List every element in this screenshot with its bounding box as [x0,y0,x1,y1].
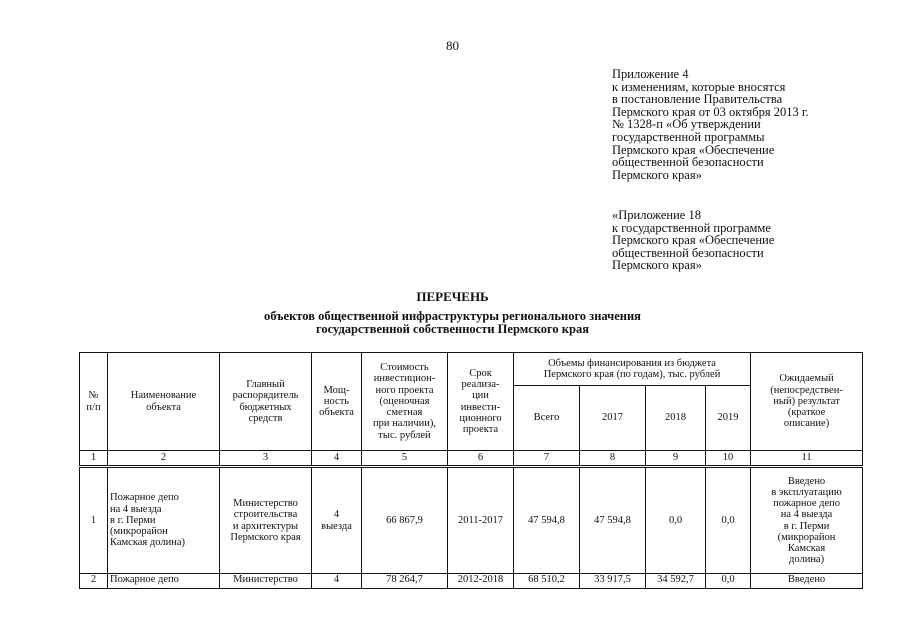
object-name [108,467,220,574]
text-line: тыс. рублей [378,429,431,441]
table-row [80,467,863,574]
text-line: инвестицион- [373,373,436,385]
text-line: бюджетных [239,401,292,413]
column-index: 9 [646,451,706,467]
column-index: 8 [580,451,646,467]
header-term [448,353,514,451]
text-line: Пермского края от 03 октября 2013 г. [612,104,809,119]
text-line: Объемы финансирования из бюджета [548,357,716,369]
text-line: п/п [86,401,101,413]
object-capacity [312,467,362,574]
text-line: государственной программы [612,129,765,144]
table-header-row [80,353,863,386]
text-line: в эксплуатацию [771,486,842,498]
expected-result: Введено [751,574,863,589]
text-line: государственной собственности Пермского края [316,322,589,336]
document-title: ПЕРЕЧЕНЬ [416,289,489,304]
text-line: Министерство [233,498,298,510]
text-line: Главный [246,379,285,391]
text-line: Приложение 4 [612,67,689,81]
text-line: Введено [787,475,826,487]
text-line: (микрорайон [110,526,168,538]
text-line: пожарное депо [773,498,841,510]
text-line: объектов общественной инфраструктуры регионального значения [264,309,641,323]
header-2018: 2018 [646,386,706,451]
funding-total: 47 594,8 [514,467,580,574]
text-line: Пермского края [230,531,301,543]
text-line: № [88,390,99,402]
text-line: распорядитель [232,390,299,402]
project-term: 2011-2017 [448,467,514,574]
page-number: 80 [446,38,459,53]
text-line: ность [323,395,350,407]
header-name [108,353,220,451]
column-index: 2 [108,451,220,467]
text-line: проекта [462,423,499,435]
text-line: на 4 выезда [780,509,833,521]
project-cost: 78 264,7 [362,574,448,589]
text-line: и архитектуры [232,520,299,532]
header-2017: 2017 [580,386,646,451]
text-line: Пермского края» [612,258,702,273]
text-line: объекта [146,401,181,413]
text-line: на 4 выезда [110,503,162,515]
column-index: 10 [706,451,751,467]
text-line: в постановление Правительства [612,92,783,107]
header-total: Всего [514,386,580,451]
text-line: Пермского края (по годам), тыс. рублей [543,369,721,380]
header-cost [362,353,448,451]
text-line: при наличии), [373,418,436,430]
table-row [80,574,863,589]
text-line: Пермского края «Обеспечение [612,233,775,248]
funding-2019: 0,0 [706,467,751,574]
column-index-row [80,451,863,467]
text-line: средств [248,412,283,424]
column-index: 1 [80,451,108,467]
funding-2017: 47 594,8 [580,467,646,574]
text-line: Ожидаемый [779,373,834,385]
project-term: 2012-2018 [448,574,514,589]
text-line: Срок [469,367,492,379]
column-index: 4 [312,451,362,467]
text-line: в г. Перми [110,514,156,526]
funding-total: 68 510,2 [514,574,580,589]
document-subtitle [0,310,905,336]
budget-manager: Министерство [220,574,312,589]
header-result [751,353,863,451]
column-index: 5 [362,451,448,467]
column-index: 7 [514,451,580,467]
row-num: 2 [80,574,108,589]
header-capacity [312,353,362,451]
text-line: строительства [233,509,298,521]
object-name: Пожарное депо [108,574,220,589]
funding-2017: 33 917,5 [580,574,646,589]
budget-manager [220,467,312,574]
text-line: описание) [783,418,830,430]
text-line: «Приложение 18 [612,208,701,222]
text-line: Стоимость [380,362,429,374]
header-num [80,353,108,451]
appendix-note [612,68,882,181]
text-line: в г. Перми [783,520,830,532]
expected-result [751,467,863,574]
column-index: 11 [751,451,863,467]
text-line: (краткое [787,407,826,419]
header-2019: 2019 [706,386,751,451]
text-line: к государственной программе [612,220,771,235]
column-index: 3 [220,451,312,467]
objects-table [79,352,863,589]
text-line: ного проекта [375,384,434,396]
header-manager [220,353,312,451]
text-line: к изменениям, которые вносятся [612,79,786,94]
text-line: ции [472,390,489,402]
text-line: выезда [321,520,352,532]
text-line: общественной безопасности [612,245,764,260]
text-line: долина) [789,554,825,566]
object-capacity: 4 [312,574,362,589]
text-line: ционного [459,412,502,424]
text-line: 4 [333,509,340,521]
funding-2019: 0,0 [706,574,751,589]
column-index: 6 [448,451,514,467]
text-line: (оценочная [379,395,430,407]
funding-2018: 0,0 [646,467,706,574]
text-line: Камская [787,542,826,554]
text-line: Наименование [130,390,197,402]
text-line: Пожарное депо [110,492,179,504]
text-line: общественной безопасности [612,155,764,170]
text-line: Пермского края» [612,167,702,182]
text-line: инвести- [460,401,501,413]
text-line: № 1328-п «Об утверждении [612,117,761,132]
text-line: (непосредствен- [770,384,843,396]
project-cost: 66 867,9 [362,467,448,574]
text-line: Камская долина) [110,537,185,549]
text-line: сметная [386,407,423,419]
program-appendix-note [612,209,882,272]
text-line: ный) результат [773,395,840,407]
text-line: объекта [319,407,354,419]
row-num: 1 [80,467,108,574]
text-line: реализа- [461,379,500,391]
text-line: Пермского края «Обеспечение [612,142,775,157]
text-line: Мощ- [323,384,350,396]
header-funding [514,353,751,386]
funding-2018: 34 592,7 [646,574,706,589]
text-line: (микрорайон [777,531,836,543]
